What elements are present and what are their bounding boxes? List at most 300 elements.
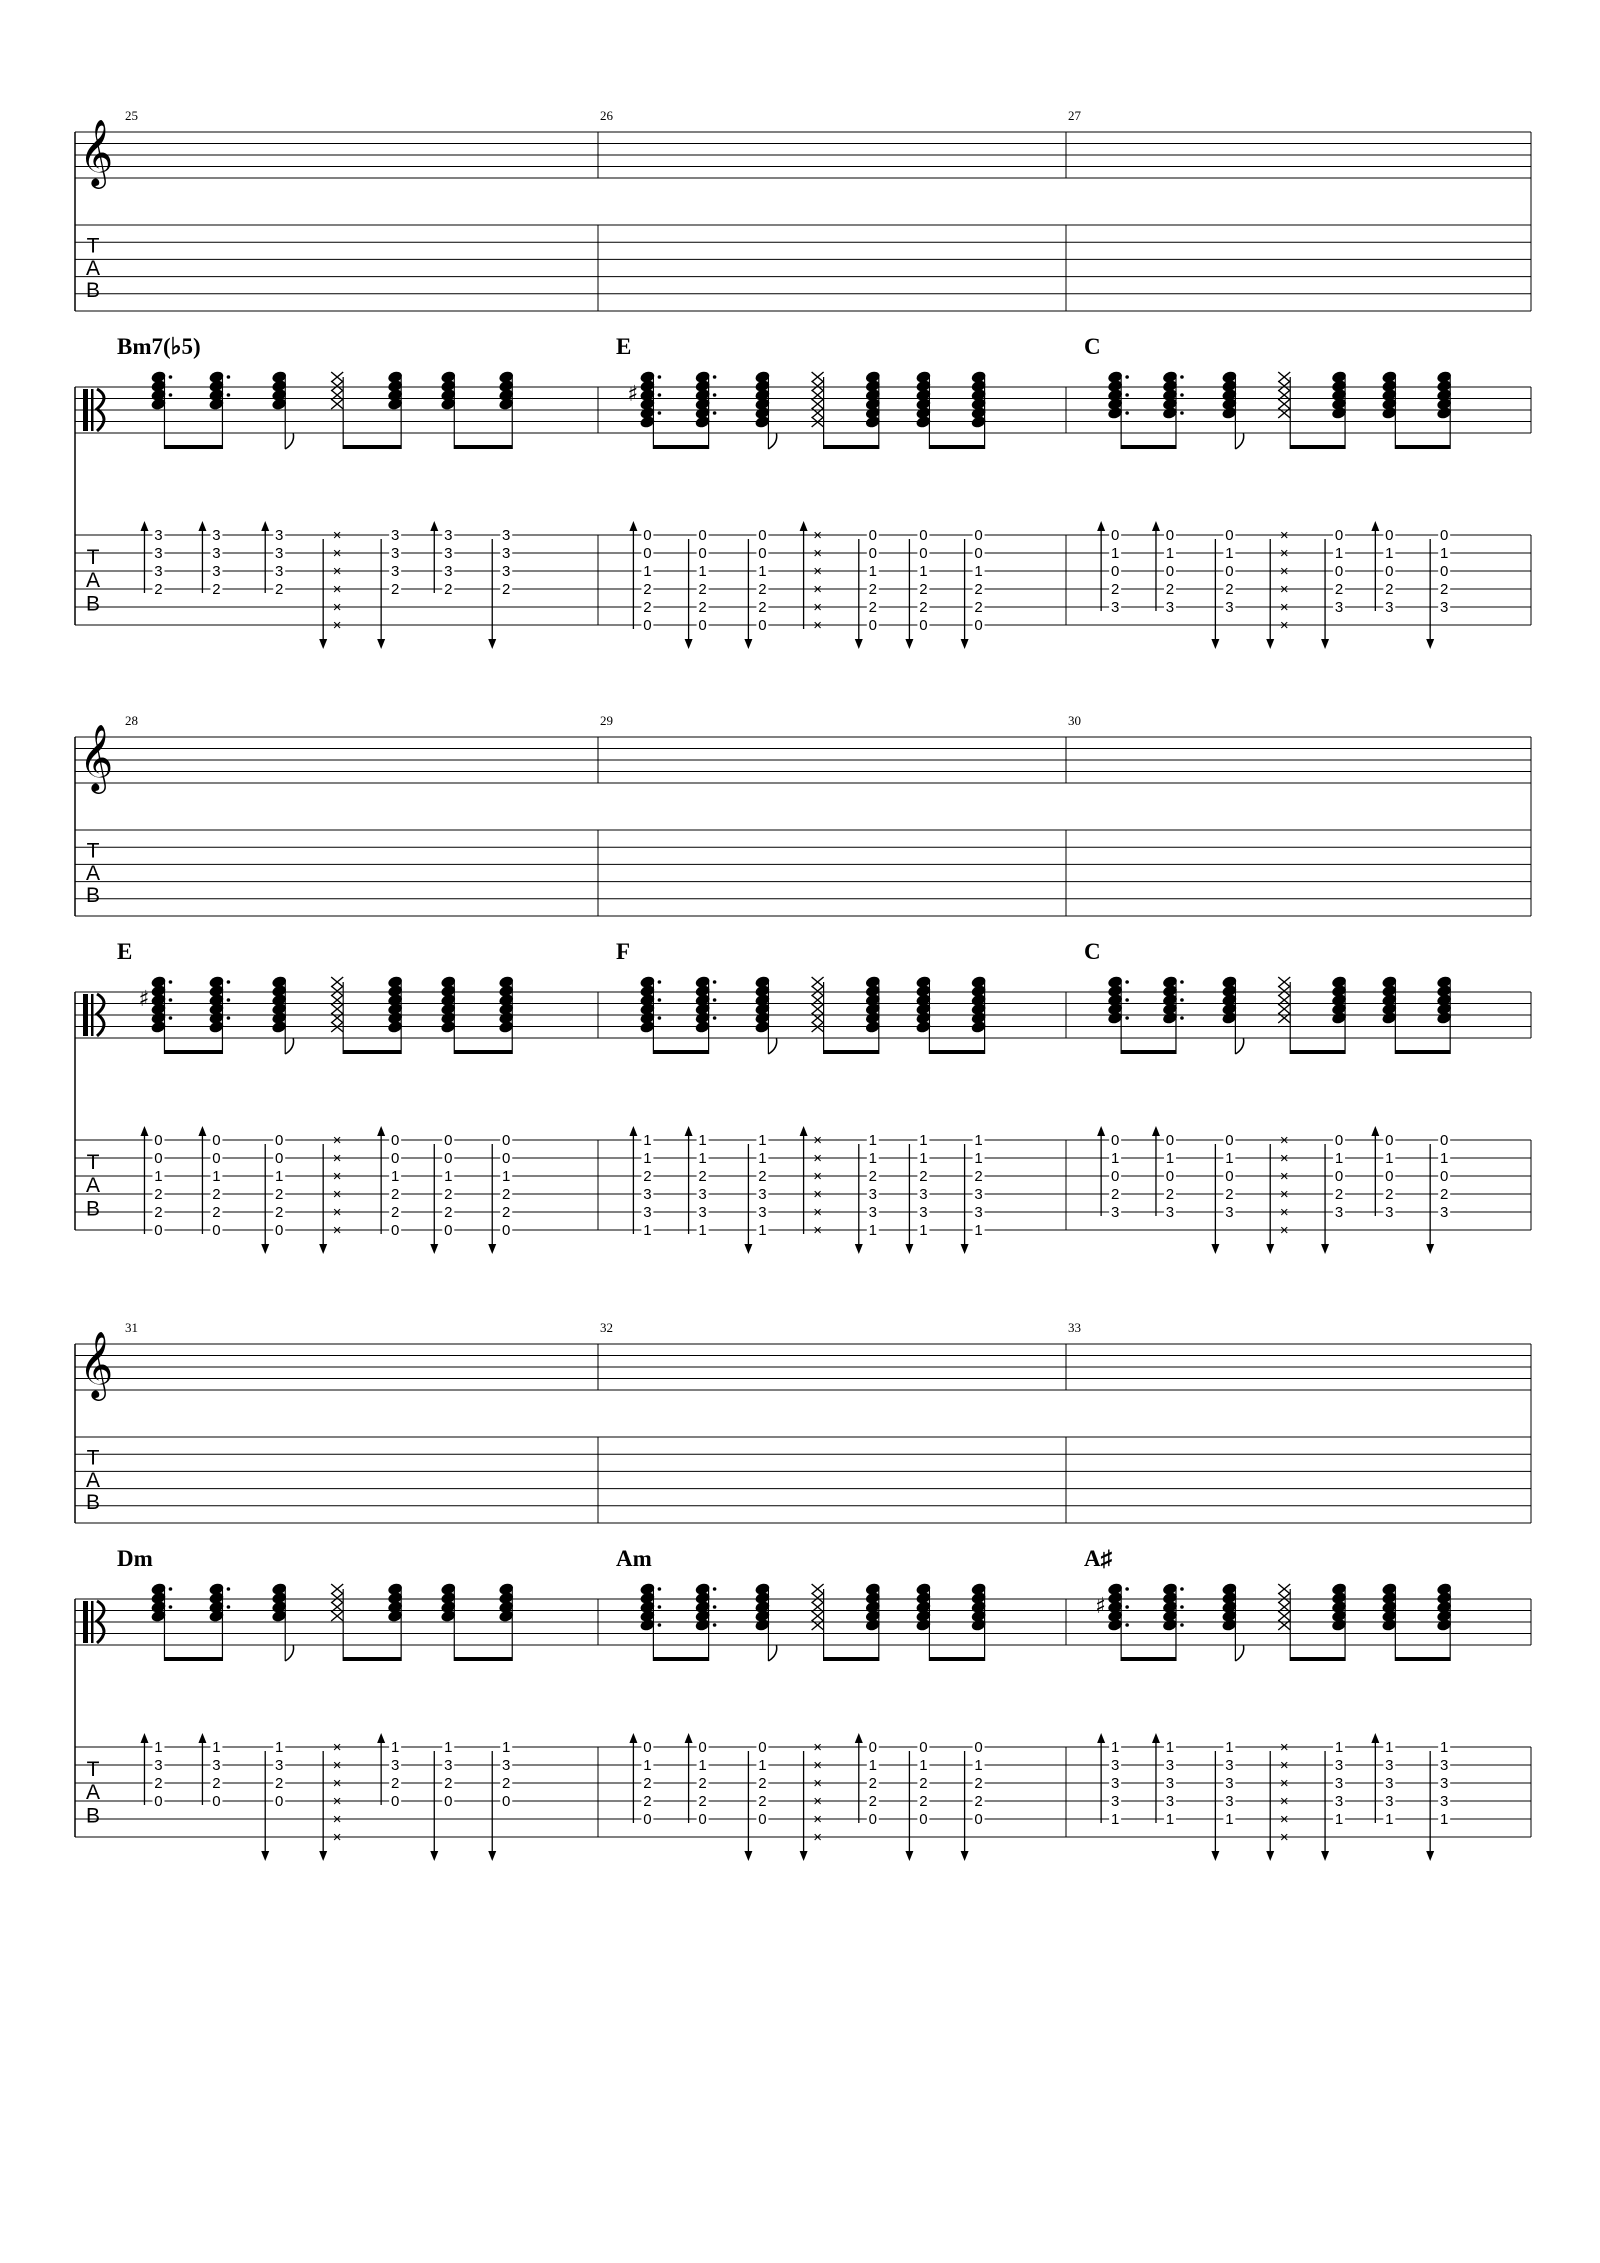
- fret-number: 1: [1439, 545, 1449, 562]
- augmentation-dot: [1125, 375, 1129, 379]
- fret-number: 2: [444, 1775, 453, 1792]
- measure-number: 32: [600, 1320, 613, 1335]
- muted-string-mark: ×: [813, 1150, 822, 1167]
- fret-number: 1: [643, 563, 652, 580]
- fret-number: 3: [1334, 599, 1344, 616]
- fret-number: 3: [1225, 1204, 1234, 1221]
- fret-number: 3: [1439, 1775, 1449, 1792]
- fret-number: 3: [444, 527, 453, 544]
- rhythm-clef-icon: [83, 994, 88, 1036]
- fret-number: 0: [698, 1739, 707, 1756]
- fret-number: 1: [1110, 545, 1120, 562]
- muted-string-mark: ×: [813, 1793, 822, 1810]
- augmentation-dot: [658, 393, 662, 397]
- muted-string-mark: ×: [813, 1132, 822, 1149]
- fret-number: 1: [1385, 545, 1394, 562]
- fret-number: 1: [974, 1132, 983, 1149]
- fret-number: 0: [1334, 1132, 1344, 1149]
- fret-number: 0: [1385, 1132, 1394, 1149]
- fret-number: 1: [1165, 545, 1175, 562]
- fret-number: 2: [154, 1186, 163, 1203]
- augmentation-dot: [713, 393, 717, 397]
- note-flag: [1235, 1645, 1243, 1661]
- fret-number: 3: [154, 563, 163, 580]
- muted-string-mark: ×: [1279, 617, 1289, 634]
- fret-number: 3: [390, 1757, 400, 1774]
- muted-string-mark: ×: [1279, 1757, 1289, 1774]
- fret-number: 3: [919, 1204, 928, 1221]
- fret-number: 3: [154, 545, 163, 562]
- fret-number: 3: [502, 1757, 511, 1774]
- downstroke-arrow-icon: [905, 1851, 913, 1861]
- fret-number: 2: [1439, 1186, 1449, 1203]
- fret-number: 2: [758, 1775, 767, 1792]
- beam: [1121, 1657, 1176, 1661]
- fret-number: 0: [758, 617, 767, 634]
- fret-number: 0: [444, 1150, 453, 1167]
- beam: [1290, 1050, 1345, 1054]
- muted-string-mark: ×: [1279, 1829, 1289, 1846]
- augmentation-dot: [1125, 980, 1129, 984]
- fret-number: 2: [1334, 1186, 1344, 1203]
- augmentation-dot: [227, 1587, 231, 1591]
- muted-string-mark: ×: [1279, 527, 1289, 544]
- upstroke-arrow-icon: [800, 521, 808, 531]
- beam: [824, 1657, 879, 1661]
- augmentation-dot: [658, 1016, 662, 1020]
- fret-number: 0: [1225, 1132, 1234, 1149]
- note-flag: [285, 433, 293, 449]
- beam: [1290, 445, 1345, 449]
- fret-number: 2: [919, 1775, 928, 1792]
- fret-number: 3: [868, 1186, 877, 1203]
- sharp-icon: ♯: [627, 382, 639, 407]
- augmentation-dot: [1125, 1623, 1129, 1627]
- fret-number: 3: [1110, 599, 1120, 616]
- downstroke-arrow-icon: [430, 1244, 438, 1254]
- fret-number: 2: [758, 1168, 767, 1185]
- fret-number: 0: [974, 1811, 983, 1828]
- fret-number: 3: [502, 527, 511, 544]
- muted-string-mark: ×: [813, 1775, 822, 1792]
- muted-string-mark: ×: [813, 1757, 822, 1774]
- fret-number: 2: [868, 1168, 877, 1185]
- fret-number: 1: [1439, 1739, 1449, 1756]
- fret-number: 0: [919, 527, 928, 544]
- fret-number: 0: [1225, 1168, 1234, 1185]
- fret-number: 1: [919, 563, 928, 580]
- measure-number: 29: [600, 713, 613, 728]
- muted-string-mark: ×: [813, 599, 822, 616]
- treble-clef-icon: 𝄞: [79, 1330, 114, 1398]
- fret-number: 2: [698, 599, 707, 616]
- augmentation-dot: [1125, 411, 1129, 415]
- muted-string-mark: ×: [332, 563, 342, 580]
- beam: [653, 1050, 708, 1054]
- sharp-icon: ♯: [138, 987, 150, 1012]
- measure-26: [600, 108, 987, 649]
- fret-number: 1: [868, 563, 877, 580]
- fret-number: 0: [390, 1132, 400, 1149]
- fret-number: 2: [919, 1793, 928, 1810]
- fret-number: 1: [758, 563, 767, 580]
- fret-number: 3: [502, 545, 511, 562]
- fret-number: 1: [1334, 545, 1344, 562]
- fret-number: 1: [698, 1150, 707, 1167]
- augmentation-dot: [658, 1623, 662, 1627]
- downstroke-arrow-icon: [261, 1851, 269, 1861]
- fret-number: 3: [212, 545, 221, 562]
- fret-number: 1: [758, 1222, 767, 1239]
- fret-number: 0: [758, 527, 767, 544]
- fret-number: 0: [1439, 1168, 1449, 1185]
- fret-number: 3: [1225, 1775, 1234, 1792]
- fret-number: 2: [868, 599, 877, 616]
- fret-number: 2: [1110, 581, 1120, 598]
- beam: [1121, 1050, 1176, 1054]
- rhythm-clef-icon: [83, 1601, 88, 1643]
- beam: [653, 1657, 708, 1661]
- downstroke-arrow-icon: [855, 1244, 863, 1254]
- fret-number: 1: [698, 1132, 707, 1149]
- augmentation-dot: [1180, 980, 1184, 984]
- augmentation-dot: [169, 980, 173, 984]
- fret-number: 3: [502, 563, 511, 580]
- muted-string-mark: ×: [813, 527, 822, 544]
- augmentation-dot: [227, 980, 231, 984]
- fret-number: 2: [212, 1204, 221, 1221]
- fret-number: 2: [643, 1793, 652, 1810]
- muted-string-mark: ×: [332, 545, 342, 562]
- fret-number: 3: [1110, 1793, 1120, 1810]
- muted-string-mark: ×: [332, 1186, 342, 1203]
- downstroke-arrow-icon: [961, 1244, 969, 1254]
- fret-number: 0: [154, 1150, 163, 1167]
- fret-number: 0: [868, 545, 877, 562]
- downstroke-arrow-icon: [744, 639, 752, 649]
- fret-number: 0: [1334, 527, 1344, 544]
- beam: [1395, 1050, 1450, 1054]
- chord-name: C: [1084, 334, 1101, 359]
- rhythm-clef-icon: [83, 389, 88, 431]
- fret-number: 1: [868, 1757, 877, 1774]
- tab-clef-letter: A: [85, 1174, 101, 1198]
- fret-number: 0: [444, 1793, 453, 1810]
- fret-number: 1: [1439, 1811, 1449, 1828]
- upstroke-arrow-icon: [1152, 1733, 1160, 1743]
- note-flag: [285, 1038, 293, 1054]
- downstroke-arrow-icon: [488, 1851, 496, 1861]
- fret-number: 1: [154, 1739, 163, 1756]
- fret-number: 1: [868, 1222, 877, 1239]
- measure-31: [117, 1320, 515, 1861]
- fret-number: 2: [974, 581, 983, 598]
- fret-number: 1: [1110, 1811, 1120, 1828]
- fret-number: 0: [868, 1811, 877, 1828]
- muted-string-mark: ×: [813, 1222, 822, 1239]
- fret-number: 2: [643, 599, 652, 616]
- fret-number: 0: [974, 545, 983, 562]
- beam: [454, 445, 512, 449]
- beam: [454, 1050, 512, 1054]
- beam: [1121, 445, 1176, 449]
- fret-number: 2: [1225, 581, 1234, 598]
- tab-clef-letter: B: [85, 1197, 101, 1221]
- fret-number: 0: [1225, 527, 1234, 544]
- fret-number: 1: [868, 1132, 877, 1149]
- chord-name: E: [117, 939, 133, 964]
- muted-string-mark: ×: [1279, 1168, 1289, 1185]
- fret-number: 1: [974, 1222, 983, 1239]
- measure-29: [600, 713, 987, 1254]
- fret-number: 1: [758, 1132, 767, 1149]
- augmentation-dot: [658, 980, 662, 984]
- fret-number: 1: [643, 1132, 652, 1149]
- fret-number: 3: [212, 563, 221, 580]
- rhythm-clef-icon: [91, 994, 94, 1036]
- fret-number: 3: [643, 1186, 652, 1203]
- fret-number: 1: [1165, 1150, 1175, 1167]
- beam: [1290, 1657, 1345, 1661]
- muted-string-mark: ×: [332, 617, 342, 634]
- augmentation-dot: [227, 393, 231, 397]
- upstroke-arrow-icon: [140, 1126, 148, 1136]
- augmentation-dot: [1125, 998, 1129, 1002]
- fret-number: 1: [1225, 1811, 1234, 1828]
- fret-number: 0: [1439, 1132, 1449, 1149]
- beam: [929, 1050, 984, 1054]
- upstroke-arrow-icon: [198, 521, 206, 531]
- muted-string-mark: ×: [1279, 1775, 1289, 1792]
- fret-number: 2: [698, 581, 707, 598]
- fret-number: 3: [390, 545, 400, 562]
- fret-number: 2: [444, 1204, 453, 1221]
- downstroke-arrow-icon: [261, 1244, 269, 1254]
- treble-clef-icon: 𝄞: [79, 723, 114, 791]
- fret-number: 2: [502, 1775, 511, 1792]
- fret-number: 3: [1439, 1793, 1449, 1810]
- fret-number: 0: [154, 1222, 163, 1239]
- fret-number: 1: [502, 1739, 511, 1756]
- fret-number: 3: [1385, 1757, 1394, 1774]
- fret-number: 0: [212, 1793, 221, 1810]
- beam: [824, 1050, 879, 1054]
- augmentation-dot: [713, 998, 717, 1002]
- fret-number: 2: [1225, 1186, 1234, 1203]
- fret-number: 1: [154, 1168, 163, 1185]
- fret-number: 3: [1334, 1204, 1344, 1221]
- fret-number: 3: [1334, 1793, 1344, 1810]
- fret-number: 2: [502, 581, 511, 598]
- measure-30: [1068, 713, 1452, 1254]
- measure-number: 33: [1068, 1320, 1081, 1335]
- fret-number: 0: [758, 1811, 767, 1828]
- fret-number: 2: [974, 1775, 983, 1792]
- fret-number: 1: [275, 1168, 284, 1185]
- fret-number: 2: [643, 581, 652, 598]
- fret-number: 0: [643, 1739, 652, 1756]
- fret-number: 2: [275, 1775, 284, 1792]
- fret-number: 2: [698, 1793, 707, 1810]
- fret-number: 0: [1334, 563, 1344, 580]
- downstroke-arrow-icon: [800, 1851, 808, 1861]
- upstroke-arrow-icon: [1097, 1733, 1105, 1743]
- fret-number: 0: [444, 1222, 453, 1239]
- upstroke-arrow-icon: [377, 1733, 385, 1743]
- fret-number: 0: [212, 1222, 221, 1239]
- fret-number: 3: [1110, 1775, 1120, 1792]
- fret-number: 3: [1165, 1757, 1175, 1774]
- augmentation-dot: [713, 1016, 717, 1020]
- fret-number: 2: [502, 1186, 511, 1203]
- muted-string-mark: ×: [332, 1793, 342, 1810]
- fret-number: 0: [974, 527, 983, 544]
- downstroke-arrow-icon: [961, 639, 969, 649]
- system-2: [75, 713, 1531, 1254]
- muted-string-mark: ×: [813, 545, 822, 562]
- fret-number: 0: [1225, 563, 1234, 580]
- note-flag: [768, 1645, 776, 1661]
- fret-number: 0: [1165, 1168, 1175, 1185]
- fret-number: 1: [643, 1757, 652, 1774]
- muted-string-mark: ×: [332, 1811, 342, 1828]
- fret-number: 2: [1165, 581, 1175, 598]
- beam: [343, 445, 401, 449]
- augmentation-dot: [1125, 393, 1129, 397]
- fret-number: 0: [275, 1222, 284, 1239]
- fret-number: 3: [212, 1757, 221, 1774]
- augmentation-dot: [227, 375, 231, 379]
- upstroke-arrow-icon: [1371, 521, 1379, 531]
- fret-number: 0: [502, 1222, 511, 1239]
- fret-number: 1: [758, 1757, 767, 1774]
- downstroke-arrow-icon: [488, 639, 496, 649]
- fret-number: 3: [1439, 1204, 1449, 1221]
- fret-number: 2: [275, 1186, 284, 1203]
- measure-number: 30: [1068, 713, 1081, 728]
- measure-25: [117, 108, 515, 649]
- beam: [929, 1657, 984, 1661]
- fret-number: 0: [919, 1739, 928, 1756]
- beam: [164, 1050, 222, 1054]
- fret-number: 3: [1225, 1793, 1234, 1810]
- note-flag: [768, 1038, 776, 1054]
- upstroke-arrow-icon: [1097, 521, 1105, 531]
- augmentation-dot: [658, 998, 662, 1002]
- fret-number: 2: [868, 581, 877, 598]
- fret-number: 2: [643, 1775, 652, 1792]
- fret-number: 2: [212, 1186, 221, 1203]
- tab-clef-letter: B: [85, 1491, 101, 1515]
- fret-number: 0: [1165, 1132, 1175, 1149]
- tab-clef-letter: T: [86, 1446, 100, 1470]
- fret-number: 0: [390, 1793, 400, 1810]
- beam: [653, 445, 708, 449]
- fret-number: 1: [1165, 1739, 1175, 1756]
- muted-string-mark: ×: [1279, 1739, 1289, 1756]
- upstroke-arrow-icon: [377, 1126, 385, 1136]
- system-1: [75, 108, 1531, 649]
- fret-number: 2: [154, 1204, 163, 1221]
- fret-number: 1: [1385, 1739, 1394, 1756]
- tab-clef-letter: A: [85, 1781, 101, 1805]
- fret-number: 3: [643, 1204, 652, 1221]
- beam: [164, 445, 222, 449]
- augmentation-dot: [713, 411, 717, 415]
- beam: [343, 1050, 401, 1054]
- rhythm-clef-icon: [91, 1601, 94, 1643]
- downstroke-arrow-icon: [1266, 1244, 1274, 1254]
- fret-number: 0: [919, 617, 928, 634]
- fret-number: 0: [1439, 563, 1449, 580]
- downstroke-arrow-icon: [377, 639, 385, 649]
- fret-number: 3: [275, 563, 284, 580]
- fret-number: 3: [444, 545, 453, 562]
- fret-number: 0: [1385, 1168, 1394, 1185]
- downstroke-arrow-icon: [1321, 639, 1329, 649]
- fret-number: 3: [1165, 1204, 1175, 1221]
- fret-number: 0: [502, 1150, 511, 1167]
- measure-28: [117, 713, 515, 1254]
- muted-string-mark: ×: [813, 1739, 822, 1756]
- downstroke-arrow-icon: [744, 1244, 752, 1254]
- fret-number: 3: [1165, 1775, 1175, 1792]
- augmentation-dot: [1180, 998, 1184, 1002]
- downstroke-arrow-icon: [1321, 1851, 1329, 1861]
- fret-number: 3: [444, 563, 453, 580]
- fret-number: 1: [1334, 1811, 1344, 1828]
- fret-number: 2: [974, 1168, 983, 1185]
- fret-number: 2: [698, 1168, 707, 1185]
- chord-name: F: [616, 939, 631, 964]
- muted-string-mark: ×: [332, 1829, 342, 1846]
- downstroke-arrow-icon: [1426, 1851, 1434, 1861]
- fret-number: 1: [1385, 1150, 1394, 1167]
- fret-number: 2: [758, 599, 767, 616]
- fret-number: 2: [444, 581, 453, 598]
- measure-number: 28: [125, 713, 138, 728]
- fret-number: 1: [1225, 1739, 1234, 1756]
- muted-string-mark: ×: [813, 1811, 822, 1828]
- fret-number: 2: [212, 1775, 221, 1792]
- fret-number: 0: [698, 617, 707, 634]
- fret-number: 2: [212, 581, 221, 598]
- chord-name: Am: [616, 1546, 652, 1571]
- downstroke-arrow-icon: [319, 1244, 327, 1254]
- fret-number: 3: [444, 1757, 453, 1774]
- muted-string-mark: ×: [813, 1204, 822, 1221]
- beam: [929, 445, 984, 449]
- fret-number: 0: [1165, 563, 1175, 580]
- muted-string-mark: ×: [1279, 1150, 1289, 1167]
- fret-number: 1: [502, 1168, 511, 1185]
- upstroke-arrow-icon: [198, 1733, 206, 1743]
- augmentation-dot: [169, 1016, 173, 1020]
- fret-number: 1: [919, 1132, 928, 1149]
- fret-number: 3: [1165, 599, 1175, 616]
- tab-clef-letter: T: [86, 545, 100, 569]
- fret-number: 3: [1439, 1757, 1449, 1774]
- augmentation-dot: [713, 1587, 717, 1591]
- augmentation-dot: [1180, 393, 1184, 397]
- downstroke-arrow-icon: [855, 639, 863, 649]
- fret-number: 0: [1110, 1132, 1120, 1149]
- fret-number: 1: [1334, 1150, 1344, 1167]
- fret-number: 1: [1225, 545, 1234, 562]
- muted-string-mark: ×: [813, 581, 822, 598]
- downstroke-arrow-icon: [1211, 639, 1219, 649]
- upstroke-arrow-icon: [261, 521, 269, 531]
